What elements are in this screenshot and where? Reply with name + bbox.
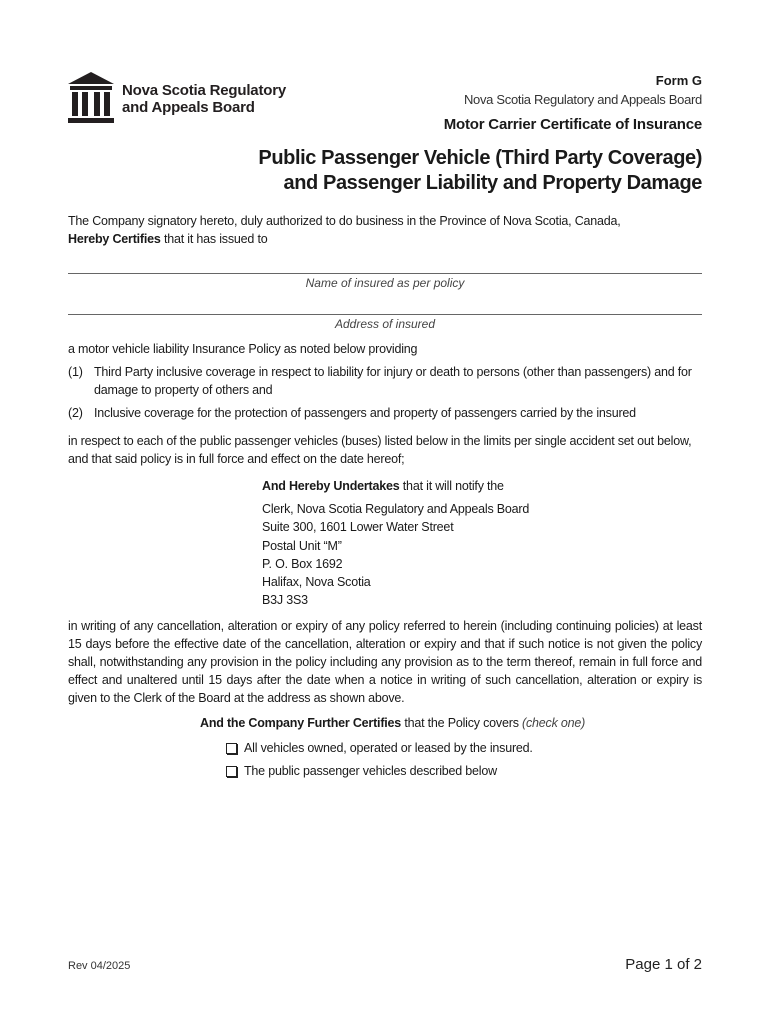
- checkbox-icon[interactable]: [226, 766, 237, 777]
- further-rest: that the Policy covers: [401, 716, 523, 730]
- logo-wordmark: [122, 82, 286, 116]
- coverage-item: [68, 363, 702, 399]
- cancellation-paragraph: in writing of any cancellation, alteration or expiry of any policy referred to herein (including continuing policies) at least 15 days before the effective date of the cancellation, alteration or expiry and that if such notice is not given the policy shall, notwithstanding any provision in the policy including any provision as to the term thereof, remain in full force and effect and unaltered until 15 days after the date when a notice in writing of such cancellation, alteration or expiry is given to the Clerk of the Board at the address as shown above.: [68, 619, 702, 705]
- checkbox-icon[interactable]: [226, 743, 237, 754]
- option-label: The public passenger vehicles described below: [244, 764, 497, 778]
- certificate-title: Motor Carrier Certificate of Insurance: [443, 116, 702, 133]
- address-line: P. O. Box 1692: [262, 556, 343, 571]
- address-line: B3J 3S3: [262, 593, 308, 608]
- check-one-hint: (check one): [522, 716, 586, 730]
- insured-name-line[interactable]: [68, 273, 702, 274]
- page-title-line-2: and Passenger Liability and Property Damage: [283, 172, 702, 194]
- page-number: Page 1 of 2: [625, 956, 702, 973]
- board-logo: [68, 72, 286, 126]
- address-line: Clerk, Nova Scotia Regulatory and Appeals Board: [262, 502, 530, 517]
- undertakes-block: [262, 477, 529, 609]
- coverage-item: [68, 404, 702, 422]
- intro-certifies: [68, 230, 702, 248]
- certifies-rest: that it has issued to: [160, 232, 268, 246]
- page-title: [142, 146, 702, 196]
- respect-paragraph: in respect to each of the public passenger vehicles (buses) listed below in the limits per single accident set out below, and that said policy is in full force and effect on the date hereof;: [68, 434, 692, 466]
- undertakes-line: [262, 477, 529, 495]
- board-name: Nova Scotia Regulatory and Appeals Board: [463, 92, 702, 107]
- building-columns-icon: [68, 72, 114, 126]
- option-label: All vehicles owned, operated or leased by the insured.: [244, 741, 533, 755]
- coverage-item-number: (1): [68, 365, 83, 379]
- address-line: Halifax, Nova Scotia: [262, 575, 371, 590]
- further-certifies: [200, 716, 585, 730]
- coverage-item-number: (2): [68, 406, 83, 420]
- intro-paragraph: [68, 212, 702, 248]
- insured-address-caption: Address of insured: [334, 317, 436, 331]
- logo-line-2: and Appeals Board: [122, 99, 255, 116]
- intro-line: The Company signatory hereto, duly authorized to do business in the Province of Nova Scotia, Canada,: [68, 214, 621, 228]
- logo-line-1: Nova Scotia Regulatory: [122, 82, 286, 99]
- page-title-line-1: Public Passenger Vehicle (Third Party Coverage): [258, 147, 702, 169]
- insured-name-caption: Name of insured as per policy: [305, 276, 465, 290]
- option-described-vehicles[interactable]: [226, 764, 497, 778]
- address-line: Suite 300, 1601 Lower Water Street: [262, 520, 454, 535]
- address-line: Postal Unit “M”: [262, 538, 342, 553]
- coverage-item-text: Inclusive coverage for the protection of passengers and property of passengers carried by the insured: [94, 406, 636, 420]
- further-label: And the Company Further Certifies: [200, 716, 402, 730]
- coverage-item-text: Third Party inclusive coverage in respect to liability for injury or death to persons (other than passengers) and for damage to property of others and: [94, 365, 692, 397]
- revision-label: Rev 04/2025: [68, 960, 131, 972]
- certifies-label: Hereby Certifies: [68, 232, 161, 246]
- undertakes-rest: that it will notify the: [399, 479, 504, 493]
- providing-text: a motor vehicle liability Insurance Policy as noted below providing: [68, 342, 418, 356]
- insured-address-line[interactable]: [68, 314, 702, 315]
- form-id: Form G: [655, 73, 702, 88]
- option-all-vehicles[interactable]: [226, 741, 533, 755]
- undertakes-label: And Hereby Undertakes: [262, 479, 400, 493]
